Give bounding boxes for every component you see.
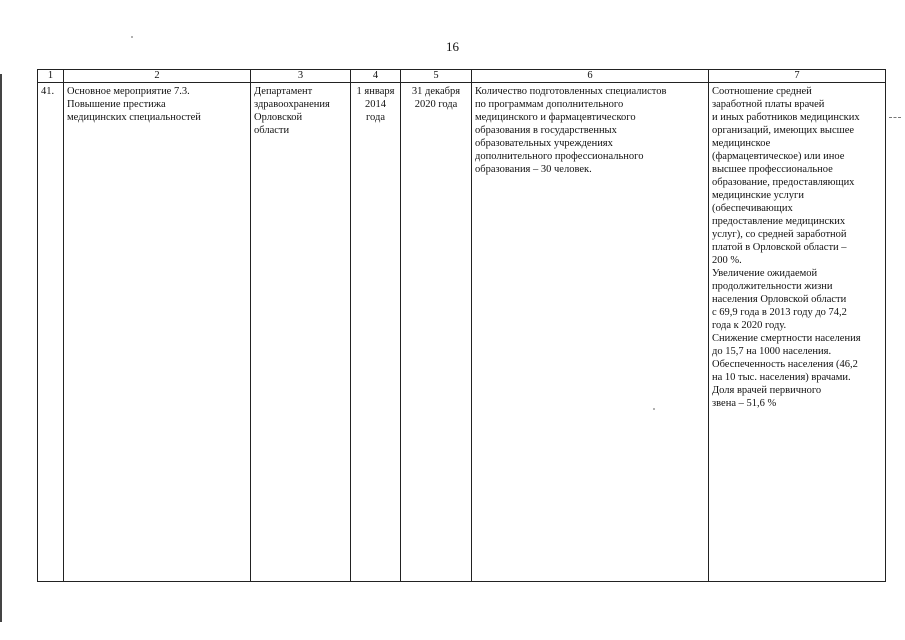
end-date-line: 31 декабря [411,86,461,97]
indicator-line: года к 2020 году. [712,320,787,331]
indicator-line: медицинское [712,138,771,149]
column-header: 6 [472,70,709,83]
indicator-line: услуг), со средней заработной [712,229,847,240]
executor-line: Департамент [254,86,313,97]
scan-dash-mark [889,117,901,119]
end-date-cell [401,83,472,582]
executor-cell [251,83,351,582]
row-number-cell [38,83,64,582]
executor-line: области [254,125,290,136]
indicator-line: Доля врачей первичного [712,385,822,396]
indicator-line: на 10 тыс. населения) врачами. [712,372,851,383]
result-line: дополнительного профессионального [475,151,644,162]
indicator-line: продолжительности жизни [712,281,833,292]
table-row [38,83,886,582]
indicator-line: (фармацевтическое) или иное [712,151,845,162]
page-number: 16 [446,39,459,54]
indicator-line: образование, предоставляющих [712,177,855,188]
plan-table [37,69,886,582]
result-line: образования – 30 человек. [475,164,592,175]
column-header: 4 [351,70,401,83]
start-date-line: 1 января [356,86,395,97]
result-line: Количество подготовленных специалистов [475,86,667,97]
start-date-line: года [366,112,385,123]
indicator-line: 200 %. [712,255,742,266]
indicator-line: медицинские услуги [712,190,804,201]
activity-line: Основное мероприятие 7.3. [67,86,190,97]
result-line: по программам дополнительного [475,99,624,110]
header-row [38,70,886,83]
column-header: 2 [64,70,251,83]
expected-result-cell [472,83,709,582]
column-header: 5 [401,70,472,83]
indicator-line: населения Орловской области [712,294,847,305]
scan-speck [131,36,133,38]
end-date-line: 2020 года [414,99,458,110]
executor-line: здравоохранения [254,99,330,110]
indicator-line: с 69,9 года в 2013 году до 74,2 [712,307,847,318]
result-line: образовательных учреждениях [475,138,613,149]
indicator-line: высшее профессиональное [712,164,833,175]
indicator-line: (обеспечивающих [712,203,793,214]
column-header: 7 [709,70,886,83]
activity-cell [64,83,251,582]
indicator-line: до 15,7 на 1000 населения. [712,346,832,357]
result-line: медицинского и фармацевтического [475,112,636,123]
indicator-line: Соотношение средней [712,86,812,97]
executor-line: Орловской [254,112,303,123]
indicator-line: платой в Орловской области – [712,242,847,253]
result-line: образования в государственных [475,125,617,136]
row-number: 41. [41,86,55,97]
indicator-line: предоставление медицинских [712,216,846,227]
indicator-line: заработной платы врачей [712,99,825,110]
indicator-line: Увеличение ожидаемой [712,268,818,279]
activity-line: Повышение престижа [67,99,166,110]
start-date-line: 2014 [365,99,386,110]
indicator-line: Снижение смертности населения [712,333,861,344]
activity-line: медицинских специальностей [67,112,201,123]
indicator-line: звена – 51,6 % [712,398,777,409]
column-header: 1 [38,70,64,83]
indicator-line: Обеспеченность населения (46,2 [712,359,858,370]
scan-edge-mark [0,74,2,622]
indicator-line: и иных работников медицинских [712,112,860,123]
start-date-cell [351,83,401,582]
column-header: 3 [251,70,351,83]
indicator-line: организаций, имеющих высшее [712,125,855,136]
indicators-cell [709,83,886,582]
